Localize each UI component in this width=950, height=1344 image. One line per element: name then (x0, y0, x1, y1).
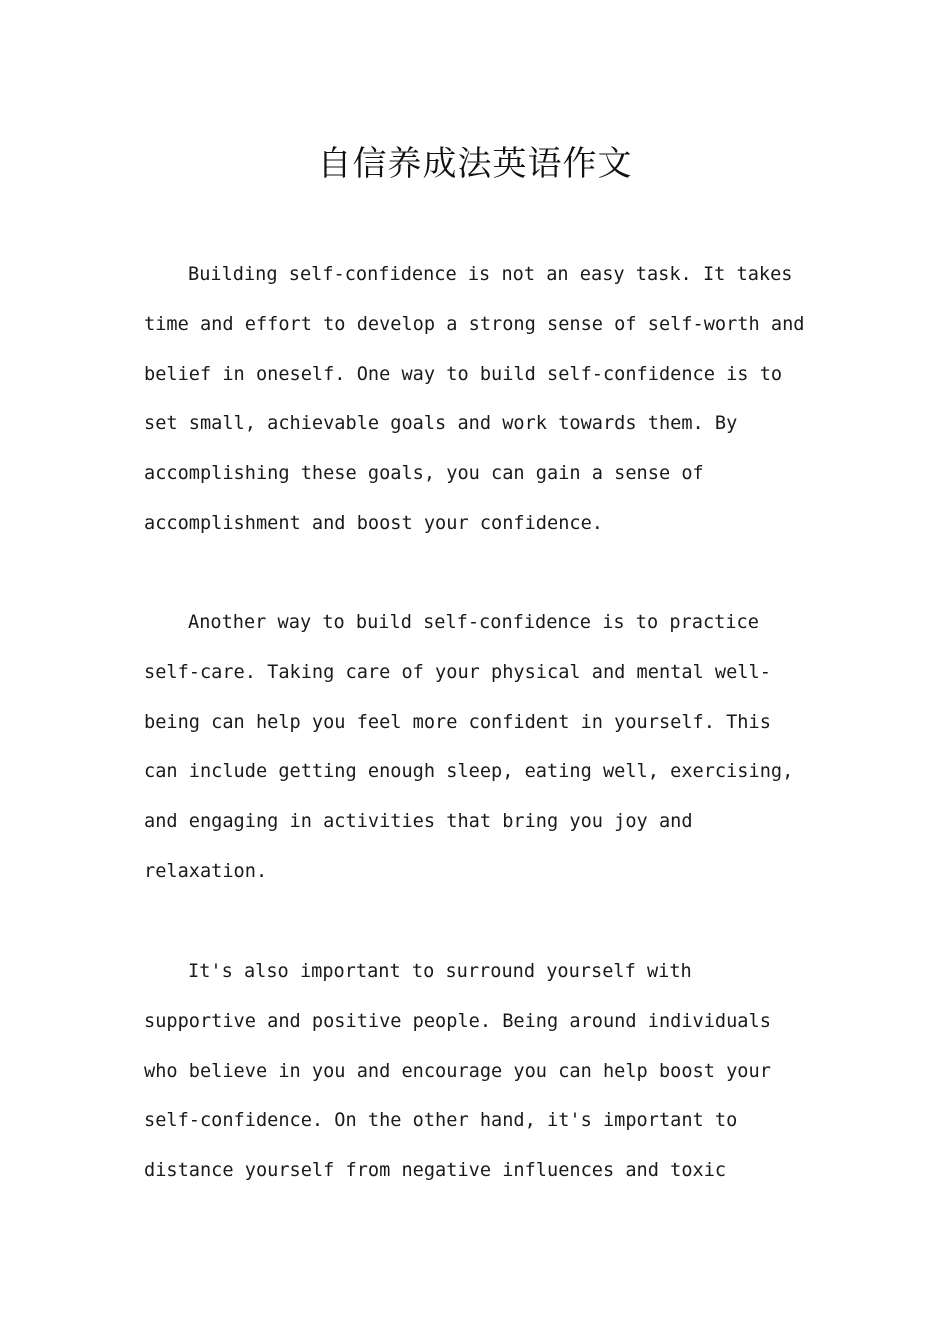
paragraph-line: accomplishing these goals, you can gain a sense of (144, 463, 704, 485)
paragraph-line: self-care. Taking care of your physical and mental well- (144, 661, 771, 683)
document-title: 自信养成法英语作文 (317, 144, 633, 184)
paragraph-line: distance yourself from negative influences and toxic (144, 1160, 727, 1182)
paragraph-line: set small, achievable goals and work towards them. By (144, 413, 738, 435)
paragraph-line: can include getting enough sleep, eating well, exercising, (144, 761, 794, 783)
paragraph-line: relaxation. (144, 860, 268, 882)
paragraph-line: time and effort to develop a strong sense of self-worth and (144, 313, 805, 335)
paragraph-1 (144, 250, 824, 549)
paragraph-2 (144, 598, 824, 897)
paragraph-line: accomplishment and boost your confidence. (144, 512, 603, 534)
paragraph-line: Building self-confidence is not an easy task. It takes (188, 264, 793, 285)
paragraph-line: who believe in you and encourage you can help boost your (144, 1060, 771, 1082)
paragraph-line: self-confidence. On the other hand, it's important to (144, 1110, 738, 1132)
paragraph-3 (144, 947, 824, 1196)
paragraph-line: Another way to build self-confidence is to practice (188, 612, 759, 633)
paragraph-line: belief in oneself. One way to build self-confidence is to (144, 363, 783, 385)
paragraph-line: It's also important to surround yourself with (188, 961, 692, 982)
paragraph-line: being can help you feel more confident in yourself. This (144, 711, 771, 733)
paragraph-line: and engaging in activities that bring you joy and (144, 811, 693, 833)
paragraph-line: supportive and positive people. Being around individuals (144, 1010, 771, 1032)
